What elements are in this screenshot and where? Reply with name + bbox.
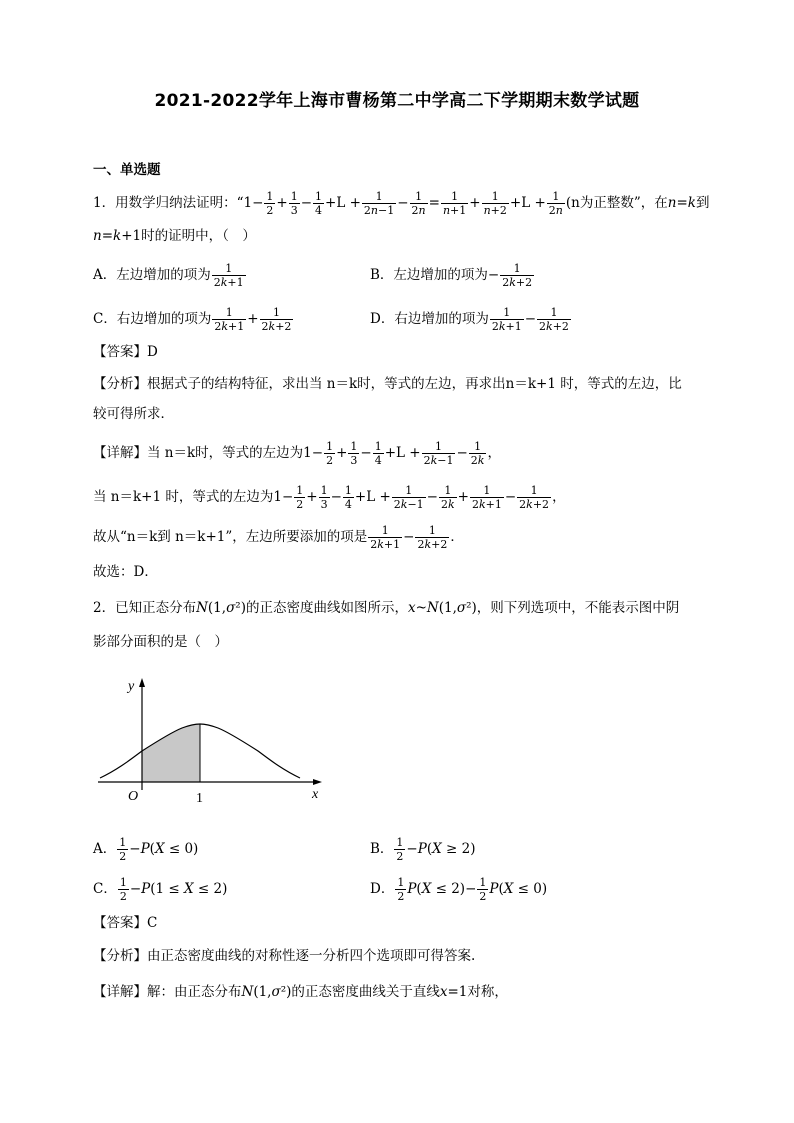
q1-detail-line3: 故从“n＝k到 n＝k+1”，左边所要添加的项是 $\frac{1}{2k+1}$ − $\frac{1}{2k+2}$ ． xyxy=(93,524,464,551)
q1-stem-line2-text: 时的证明中，（ ） xyxy=(141,228,256,244)
q2-analysis: 【分析】由正态密度曲线的对称性逐一分析四个选项即可得答案. xyxy=(93,948,476,964)
q2-option-d: D． $\frac{1}{2}$ P(X ≤ 2)− $\frac{1}{2}$ P(X ≤ 0) xyxy=(370,876,548,903)
q1-detail-3-text: 故从“n＝k到 n＝k+1”，左边所要添加的项是 xyxy=(93,529,368,545)
x-axis-arrow xyxy=(313,779,322,785)
q2-stem-line2: 影部分面积的是（ ） xyxy=(93,634,228,650)
q1-option-c-label: C．右边增加的项为 xyxy=(93,311,212,327)
q1-stem-line1: 1．用数学归纳法证明：“1− $\frac{1}{2}$ + $\frac{1}{3}$ − $\frac{1}{4}$ +L + $\frac{1}{2n-1}$ − $\frac{1}{2n}$ = $\frac{1}{n+1}$ + $\frac{1}{n+2}$ +L + $\frac{1}{2n}$ (n为正整数”，在n=k到 xyxy=(93,190,710,217)
q1-stem-line2: n=k+1时的证明中，（ ） xyxy=(93,228,256,244)
q1-analysis-line1: 【分析】根据式子的结构特征，求出当 n＝k时，等式的左边，再求出n＝k+1 时，等式的左边，比 xyxy=(93,376,682,392)
q1-stem-b: n为正整数”，在 xyxy=(571,195,668,211)
q2-option-a-label: A． xyxy=(93,841,117,857)
q1-option-d: D．右边增加的项为 $\frac{1}{2k+1}$ − $\frac{1}{2k+2}$ xyxy=(370,306,569,333)
q2-detail-b: 的正态密度曲线关于直线 xyxy=(291,984,440,1000)
x-axis-label: x xyxy=(312,787,319,802)
q2-option-d-label: D． xyxy=(370,881,395,897)
q2-option-c-label: C． xyxy=(93,881,117,897)
q2-stem-1c: ，则下列选项中，不能表示图中阴 xyxy=(476,600,680,616)
q2-option-a: A． $\frac{1}{2}$ −P(X ≤ 0) xyxy=(93,836,199,863)
q2-option-b: B． $\frac{1}{2}$ −P(X ≥ 2) xyxy=(370,836,476,863)
q2-stem-1: 2．已知正态分布 xyxy=(93,600,197,616)
origin-label: O xyxy=(128,789,139,804)
y-axis-label: y xyxy=(128,679,135,694)
q1-option-b: B．左边增加的项为− $\frac{1}{2k+2}$ xyxy=(370,262,533,289)
q2-option-b-label: B． xyxy=(370,841,394,857)
shaded-area xyxy=(142,724,200,782)
q1-detail-1-text: 【详解】当 n＝k时，等式的左边为 xyxy=(93,445,304,461)
section-heading: 一、单选题 xyxy=(93,162,161,178)
q1-detail-line2: 当 n＝k+1 时，等式的左边为1− $\frac{1}{2}$ + $\frac{1}{3}$ − $\frac{1}{4}$ +L + $\frac{1}{2k-1}$ − $\frac{1}{2k}$ + $\frac{1}{2k+1}$ − $\frac{1}{2k+2}$ ， xyxy=(93,484,566,511)
q1-stem-c: 到 xyxy=(695,195,710,211)
normal-density-graph xyxy=(92,672,332,807)
q2-detail-c: 对称， xyxy=(467,984,508,1000)
q1-detail-line1: 【详解】当 n＝k时，等式的左边为1− $\frac{1}{2}$ + $\frac{1}{3}$ − $\frac{1}{4}$ +L + $\frac{1}{2k-1}$ − $\frac{1}{2k}$ ， xyxy=(93,440,501,467)
q1-option-c: C．右边增加的项为 $\frac{1}{2k+1}$ + $\frac{1}{2k+2}$ xyxy=(93,306,292,333)
q1-answer: 【答案】D xyxy=(93,344,158,360)
q2-detail-text: 【详解】解：由正态分布 xyxy=(93,984,242,1000)
q2-option-c: C． $\frac{1}{2}$ −P(1 ≤ X ≤ 2) xyxy=(93,876,228,903)
q1-option-b-label: B．左边增加的项为 xyxy=(370,267,488,283)
q1-analysis-line2: 较可得所求． xyxy=(93,406,174,422)
q1-option-d-label: D．右边增加的项为 xyxy=(370,311,489,327)
q1-option-a-label: A．左边增加的项为 xyxy=(93,267,211,283)
q1-stem-a: 1．用数学归纳法证明：“ xyxy=(93,195,244,211)
q2-answer: 【答案】C xyxy=(93,915,158,931)
tick-label-1: 1 xyxy=(196,791,203,806)
y-axis-arrow xyxy=(139,678,145,687)
q2-stem-1b: 的正态密度曲线如图所示， xyxy=(245,600,408,616)
q1-detail-2-text: 当 n＝k+1 时，等式的左边为 xyxy=(93,489,274,505)
q2-detail: 【详解】解：由正态分布N(1,σ²)的正态密度曲线关于直线x=1对称， xyxy=(93,984,508,1000)
page-title: 2021-2022学年上海市曹杨第二中学高二下学期期末数学试题 xyxy=(154,91,640,111)
q1-option-a: A．左边增加的项为 $\frac{1}{2k+1}$ xyxy=(93,262,244,289)
q1-choose: 故选：D． xyxy=(93,564,158,580)
q2-stem-line1: 2．已知正态分布N(1,σ²)的正态密度曲线如图所示，x~N(1,σ²)，则下列选项中，不能表示图中阴 xyxy=(93,600,680,616)
